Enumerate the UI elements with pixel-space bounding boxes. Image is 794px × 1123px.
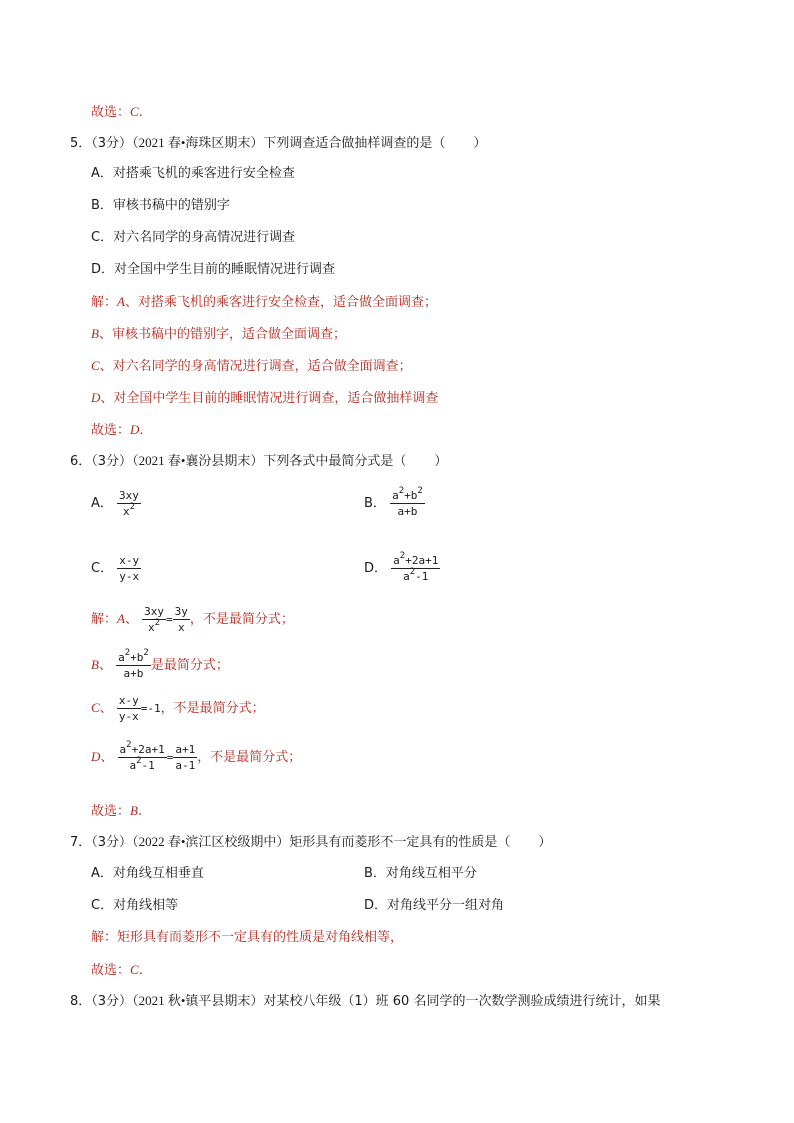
question-6-stem: 6．（3分）（2021 春•襄汾县期末）下列各式中最简分式是（ ） bbox=[70, 453, 448, 469]
q6-option-d: D． $\frac{a^2+2a+1}{a^2-1}$ bbox=[364, 551, 439, 583]
q6-option-a: A． $\frac{3xy}{x^2}$ bbox=[91, 489, 139, 518]
question-number: 7． bbox=[70, 835, 92, 850]
question-source: （2022 春•滨江区校级期中） bbox=[132, 834, 290, 849]
q7-option-d: D．对角线平分一组对角 bbox=[364, 898, 505, 913]
answer-label: 故选： bbox=[91, 105, 131, 120]
question-score: （3分） bbox=[91, 136, 133, 151]
q6-solution-d: D、 $\frac{a^2+2a+1}{a^2-1}$ = $\frac{a+1}{a-1}$ ，不是最简分式； bbox=[91, 740, 302, 772]
q5-option-d: D．对全国中学生目前的睡眠情况进行调查 bbox=[91, 262, 336, 277]
question-text: 矩形具有而菱形不一定具有的性质是（ bbox=[289, 835, 511, 850]
fraction: $\frac{a^2+b^2}{a+b}$ bbox=[392, 486, 423, 518]
fraction: $\frac{x-y}{y-x}$ bbox=[119, 554, 140, 583]
q6-answer: 故选：B. bbox=[91, 803, 143, 819]
q7-option-c: C．对角线相等 bbox=[91, 898, 179, 913]
q5-solution-a: 解：A、对搭乘飞机的乘客进行安全检查，适合做全面调查； bbox=[91, 294, 437, 310]
question-text: 下列各式中最简分式是（ bbox=[263, 454, 407, 469]
q5-solution-c: C、对六名同学的身高情况进行调查，适合做全面调查； bbox=[91, 358, 412, 374]
fraction: $\frac{3xy}{x^2}$ bbox=[119, 489, 139, 518]
question-8-stem bbox=[70, 992, 660, 1011]
question-text: 下列调查适合做抽样调查的是（ bbox=[263, 136, 446, 151]
q7-option-a: A．对角线互相垂直 bbox=[91, 866, 204, 881]
fraction: $\frac{a^2+2a+1}{a^2-1}$ bbox=[119, 740, 165, 772]
fraction: $\frac{3y}{x}$ bbox=[174, 605, 188, 634]
question-5-stem: 5．（3分）（2021 春•海珠区期末）下列调查适合做抽样调查的是（ ） bbox=[70, 135, 487, 151]
q5-option-b: B．审核书稿中的错别字 bbox=[91, 198, 230, 213]
fraction: $\frac{a+1}{a-1}$ bbox=[175, 743, 196, 772]
q7-solution: 解：矩形具有而菱形不一定具有的性质是对角线相等， bbox=[91, 930, 404, 945]
question-source: （2021 秋•镇平县期末） bbox=[132, 993, 264, 1008]
q6-solution-a: 解：A、 $\frac{3xy}{x^2}$ = $\frac{3y}{x}$ ，不是最简分式； bbox=[91, 605, 294, 634]
question-7-stem: 7．（3分）（2022 春•滨江区校级期中）矩形具有而菱形不一定具有的性质是（ ） bbox=[70, 834, 552, 850]
question-number: 6． bbox=[70, 454, 92, 469]
fraction: $\frac{a^2+b^2}{a+b}$ bbox=[118, 648, 149, 680]
answer-end: . bbox=[138, 105, 143, 120]
q6-option-c: C． $\frac{x-y}{y-x}$ bbox=[91, 554, 140, 583]
question-number: 8． bbox=[70, 994, 92, 1009]
q5-option-c: C．对六名同学的身高情况进行调查 bbox=[91, 230, 296, 245]
q5-option-a: A．对搭乘飞机的乘客进行安全检查 bbox=[91, 166, 295, 181]
answer-letter: C bbox=[130, 104, 139, 119]
question-score: （3分） bbox=[91, 454, 133, 469]
fraction: $\frac{x-y}{y-x}$ bbox=[118, 694, 139, 723]
q5-solution-d: D、对全国中学生目前的睡眠情况进行调查，适合做抽样调查 bbox=[91, 390, 439, 406]
question-source: （2021 春•襄汾县期末） bbox=[132, 453, 264, 468]
question-source: （2021 春•海珠区期末） bbox=[132, 135, 264, 150]
question-score: （3分） bbox=[91, 835, 133, 850]
fraction: $\frac{a^2+2a+1}{a^2-1}$ bbox=[393, 551, 439, 583]
question-text: 对某校八年级（1）班 60 名同学的一次数学测验成绩进行统计，如果 bbox=[263, 994, 661, 1009]
q7-option-b: B．对角线互相平分 bbox=[364, 866, 477, 881]
q7-answer: 故选：C. bbox=[91, 962, 143, 978]
q6-solution-b: B、 $\frac{a^2+b^2}{a+b}$ 是最简分式； bbox=[91, 648, 229, 680]
question-number: 5． bbox=[70, 136, 92, 151]
answer-line-q4 bbox=[91, 103, 143, 122]
q6-option-b: B． $\frac{a^2+b^2}{a+b}$ bbox=[364, 486, 423, 518]
question-score: （3分） bbox=[91, 994, 133, 1009]
q5-answer: 故选：D. bbox=[91, 422, 144, 438]
q5-solution-b: B、审核书稿中的错别字，适合做全面调查； bbox=[91, 326, 346, 342]
q6-solution-c: C、 $\frac{x-y}{y-x}$ =-1，不是最简分式； bbox=[91, 694, 265, 723]
fraction: $\frac{3xy}{x^2}$ bbox=[144, 605, 164, 634]
